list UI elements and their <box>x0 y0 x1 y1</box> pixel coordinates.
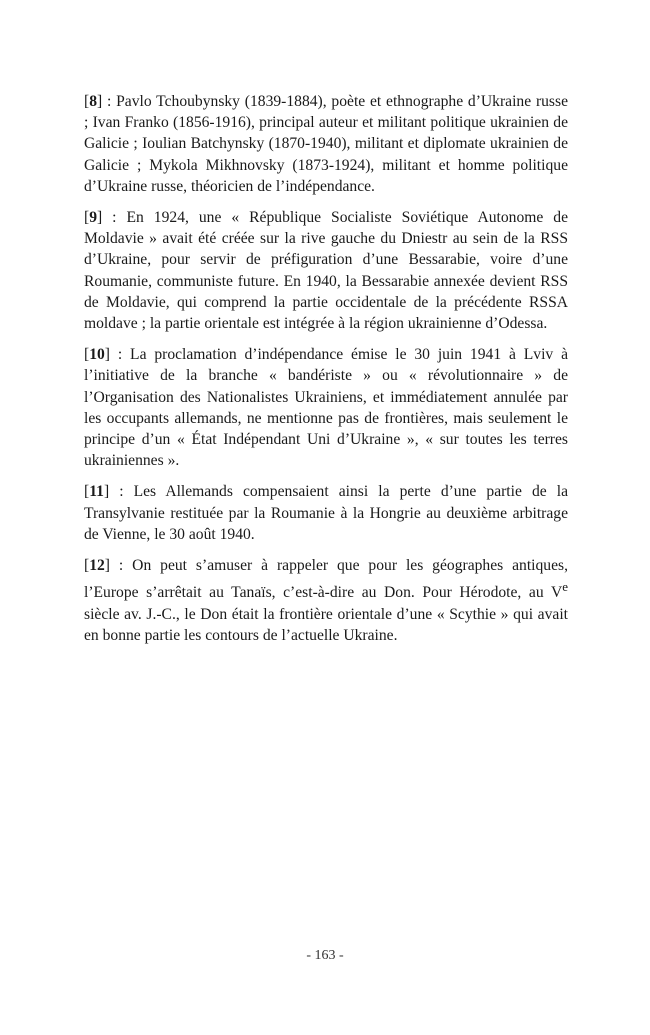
page-number: - 163 - <box>306 948 344 963</box>
footnote-number[interactable]: 11 <box>89 483 104 501</box>
footnote-9: [9] : En 1924, une « République Socialiste Soviétique Autonome de Moldavie » avait été créée sur la rive gauche du Dniestr au sein de la RSS d’Ukraine, pour servir de préfiguration d’une Bessarabie, voire d’une Roumanie, communiste future. En 1940, la Bessarabie annexée devient RSS de Moldavie, qui comprend la partie occidentale de la précédente RSSA moldave ; la partie orientale est intégrée à la région ukrainienne d’Odessa. <box>84 209 568 333</box>
footnote-11: [11] : Les Allemands compensaient ainsi la perte d’une partie de la Transylvanie restituée par la Roumanie à la Hongrie au deuxième arbitrage de Vienne, le 30 août 1940. <box>84 483 568 543</box>
footnote-text: : Pavlo Tchoubynsky (1839-1884), poète et ethnographe d’Ukraine russe ; Ivan Franko (1856-1916), principal auteur et militant politique ukrainien de Galicie ; Ioulian Batchynsky (1870-1940), militant et diplomate ukrainien de Galicie ; Mykola Mikhnovsky (1873-1924), militant et homme politique d’Ukraine russe, théoricien de l’indépendance. <box>84 93 568 195</box>
footnote-12: [12] : On peut s’amuser à rappeler que pour les géographes antiques, l’Europe s’arrêtait au Tanaïs, c’est-à-dire au Don. Pour Hérodote, au Ve siècle av. J.-C., le Don était la frontière orientale d’une « Scythie » qui avait en bonne partie les contours de l’actuelle Ukraine. <box>84 557 568 644</box>
footnote-text-continued: siècle av. J.-C., le Don était la frontière orientale d’une « Scythie » qui avait en bonne partie les contours de l’actuelle Ukraine. <box>84 605 568 644</box>
footnotes-block <box>84 91 568 656</box>
footnote-text: : On peut s’amuser à rappeler que pour les géographes antiques, l’Europe s’arrêtait au Tanaïs, c’est-à-dire au Don. Pour Hérodote, au V <box>84 557 568 602</box>
footnote-text: : La proclamation d’indépendance émise le 30 juin 1941 à Lviv à l’initiative de la branche « bandériste » ou « révolutionnaire » de l’Organisation des Nationalistes Ukrainiens, et immédiatement annulée par les occupants allemands, ne mentionne pas de frontières, mais seulement le principe d’un « État Indépendant Uni d’Ukraine », « sur toutes les terres ukrainiennes ». <box>84 346 568 470</box>
superscript-e: e <box>562 579 568 595</box>
footnote-number[interactable]: 12 <box>89 557 105 575</box>
footnote-number[interactable]: 8 <box>89 93 97 110</box>
footnote-text: : En 1924, une « République Socialiste Soviétique Autonome de Moldavie » avait été créée sur la rive gauche du Dniestr au sein de la RSS d’Ukraine, pour servir de préfiguration d’une Bessarabie, voire d’une Roumanie, communiste future. En 1940, la Bessarabie annexée devient RSS de Moldavie, qui comprend la partie occidentale de la précédente RSSA moldave ; la partie orientale est intégrée à la région ukrainienne d’Odessa. <box>84 209 568 333</box>
footnote-number[interactable]: 9 <box>89 209 97 227</box>
footnote-text: : Les Allemands compensaient ainsi la perte d’une partie de la Transylvanie restituée par la Roumanie à la Hongrie au deuxième arbitrage de Vienne, le 30 août 1940. <box>84 483 568 543</box>
footnote-8: [8] : Pavlo Tchoubynsky (1839-1884), poète et ethnographe d’Ukraine russe ; Ivan Franko (1856-1916), principal auteur et militant politique ukrainien de Galicie ; Ioulian Batchynsky (1870-1940), militant et diplomate ukrainien de Galicie ; Mykola Mikhnovsky (1873-1924), militant et homme politique d’Ukraine russe, théoricien de l’indépendance. <box>84 93 568 195</box>
footnote-10: [10] : La proclamation d’indépendance émise le 30 juin 1941 à Lviv à l’initiative de la branche « bandériste » ou « révolutionnaire » de l’Organisation des Nationalistes Ukrainiens, et immédiatement annulée par les occupants allemands, ne mentionne pas de frontières, mais seulement le principe d’un « État Indépendant Uni d’Ukraine », « sur toutes les terres ukrainiennes ». <box>84 346 568 470</box>
footnote-number[interactable]: 10 <box>89 346 105 364</box>
